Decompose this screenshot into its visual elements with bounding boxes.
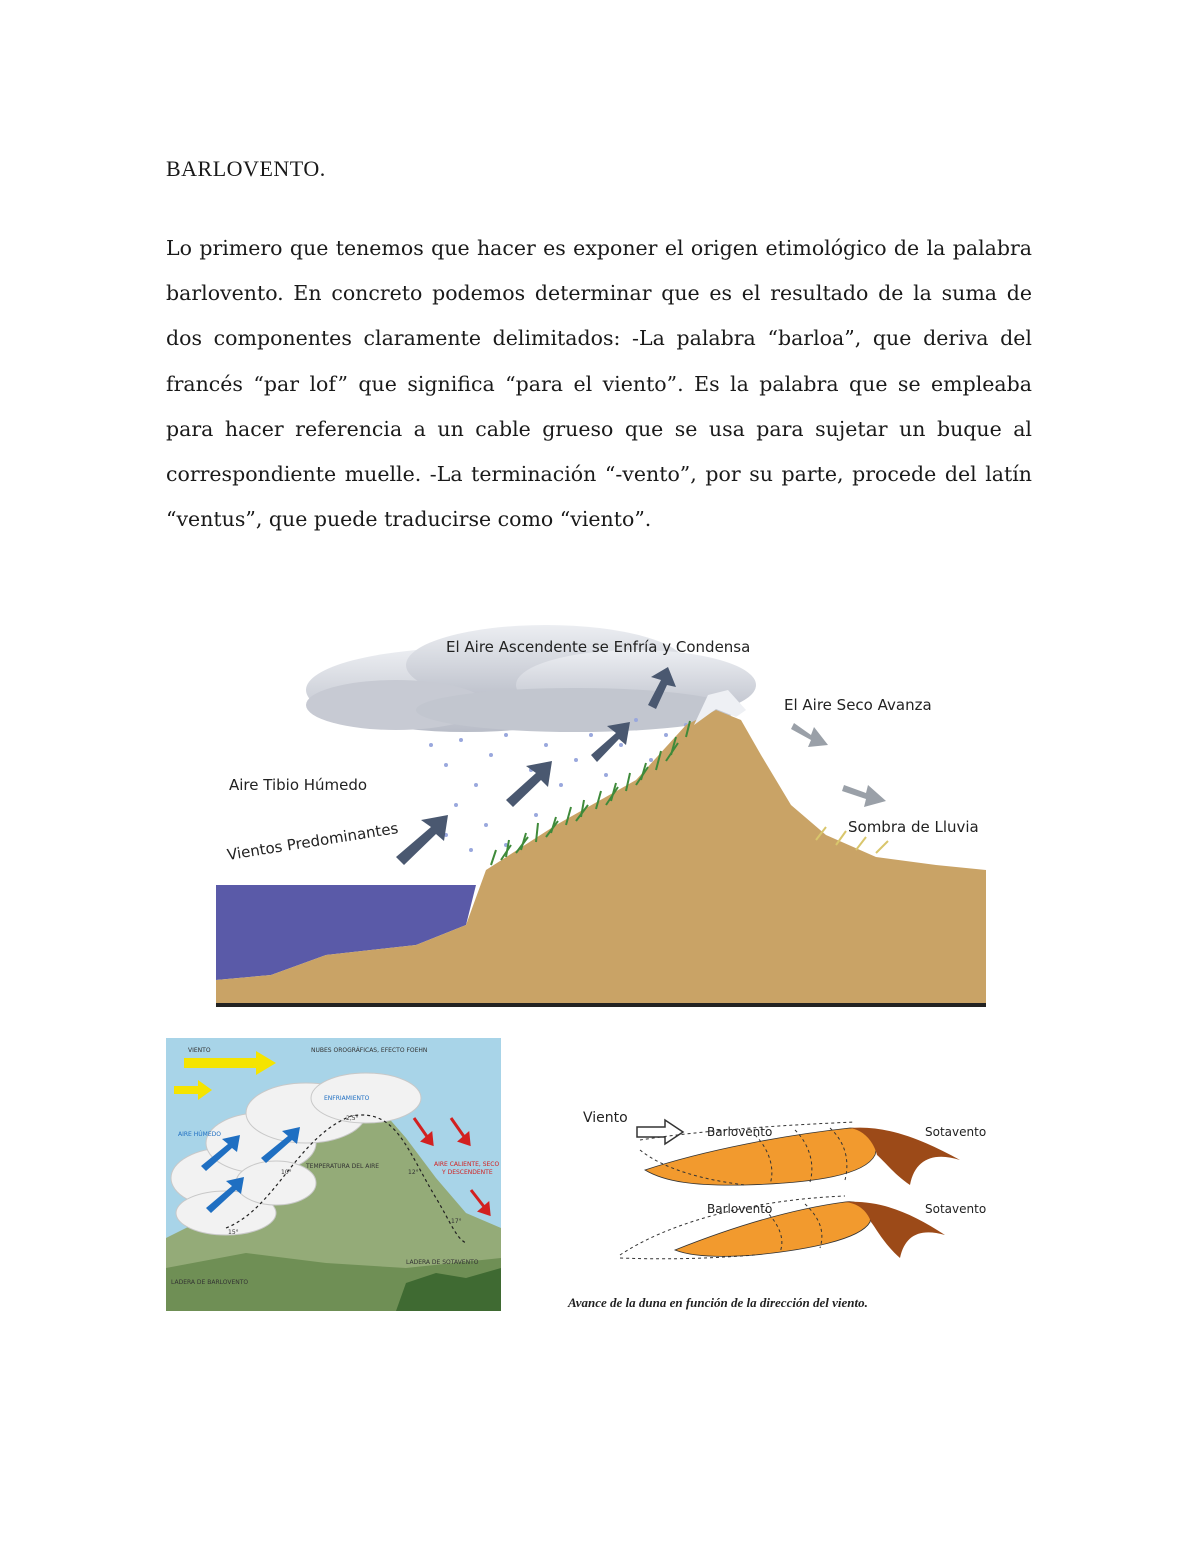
label-viento: Viento [583,1110,628,1126]
label-shadow: Sombra de Lluvia [848,818,979,836]
document-heading: BARLOVENTO. [166,156,326,181]
label-winds: Vientos Predominantes [225,819,400,864]
dune-2 [620,1196,945,1259]
temp-left: 10° [281,1169,292,1176]
dune-1 [640,1122,960,1185]
label-nubes: NUBES OROGRÁFICAS, EFECTO FOEHN [311,1047,428,1054]
label-sotavento: LADERA DE SOTAVENTO [406,1259,479,1266]
label-dry: El Aire Seco Avanza [784,696,932,714]
label-sotavento-2: Sotavento [925,1202,987,1216]
label-caliente-2: Y DESCENDENTE [442,1169,493,1176]
label-viento: VIENTO [188,1047,211,1054]
label-sotavento-1: Sotavento [925,1125,987,1139]
label-top: El Aire Ascendente se Enfría y Condensa [446,638,751,656]
temp-peak: 2,5° [346,1115,359,1122]
label-barlovento: LADERA DE BARLOVENTO [171,1279,249,1286]
label-enfriamiento: ENFRIAMIENTO [324,1095,370,1102]
label-humedo: AIRE HÚMEDO [178,1131,221,1138]
document-paragraph: Lo primero que tenemos que hacer es exponer el origen etimológico de la palabra barlovento. En concreto podemos determinar que es el resultado de la suma de dos componentes claramente delimitados: -La palabra “barloa”, que deriva del francés “par lof” que significa “para el viento”. Es la palabra que se empleaba para hacer referencia a un cable grueso que se usa para sujetar un buque al correspondiente muelle. -La terminación “-vento”, por su parte, procede del latín “ventus”, que puede traducirse como “viento”. [166,236,1032,532]
orographic-rain-diagram [216,595,986,1010]
dry-arrows [791,723,886,807]
foehn-effect-illustration [166,1038,501,1311]
label-temp: TEMPERATURA DEL AIRE [306,1163,380,1170]
temp-right: 12° [408,1169,419,1176]
label-caliente-1: AIRE CALIENTE, SECO [434,1161,500,1168]
dune-caption: Avance de la duna en función de la dirección del viento. [568,1295,868,1310]
arrow-icon [791,723,828,747]
wind-arrow-icon [637,1120,683,1144]
arrow-icon [842,785,886,807]
label-barlovento-1: Barlovento [707,1125,773,1139]
label-warm: Aire Tibio Húmedo [229,776,368,794]
label-barlovento-2: Barlovento [707,1202,773,1216]
temp-base-right: 17° [451,1218,462,1225]
temp-base-left: 15° [228,1229,239,1236]
arrow-icon [396,815,448,865]
dune-diagram [565,1100,995,1315]
arrow-icon [506,761,552,807]
